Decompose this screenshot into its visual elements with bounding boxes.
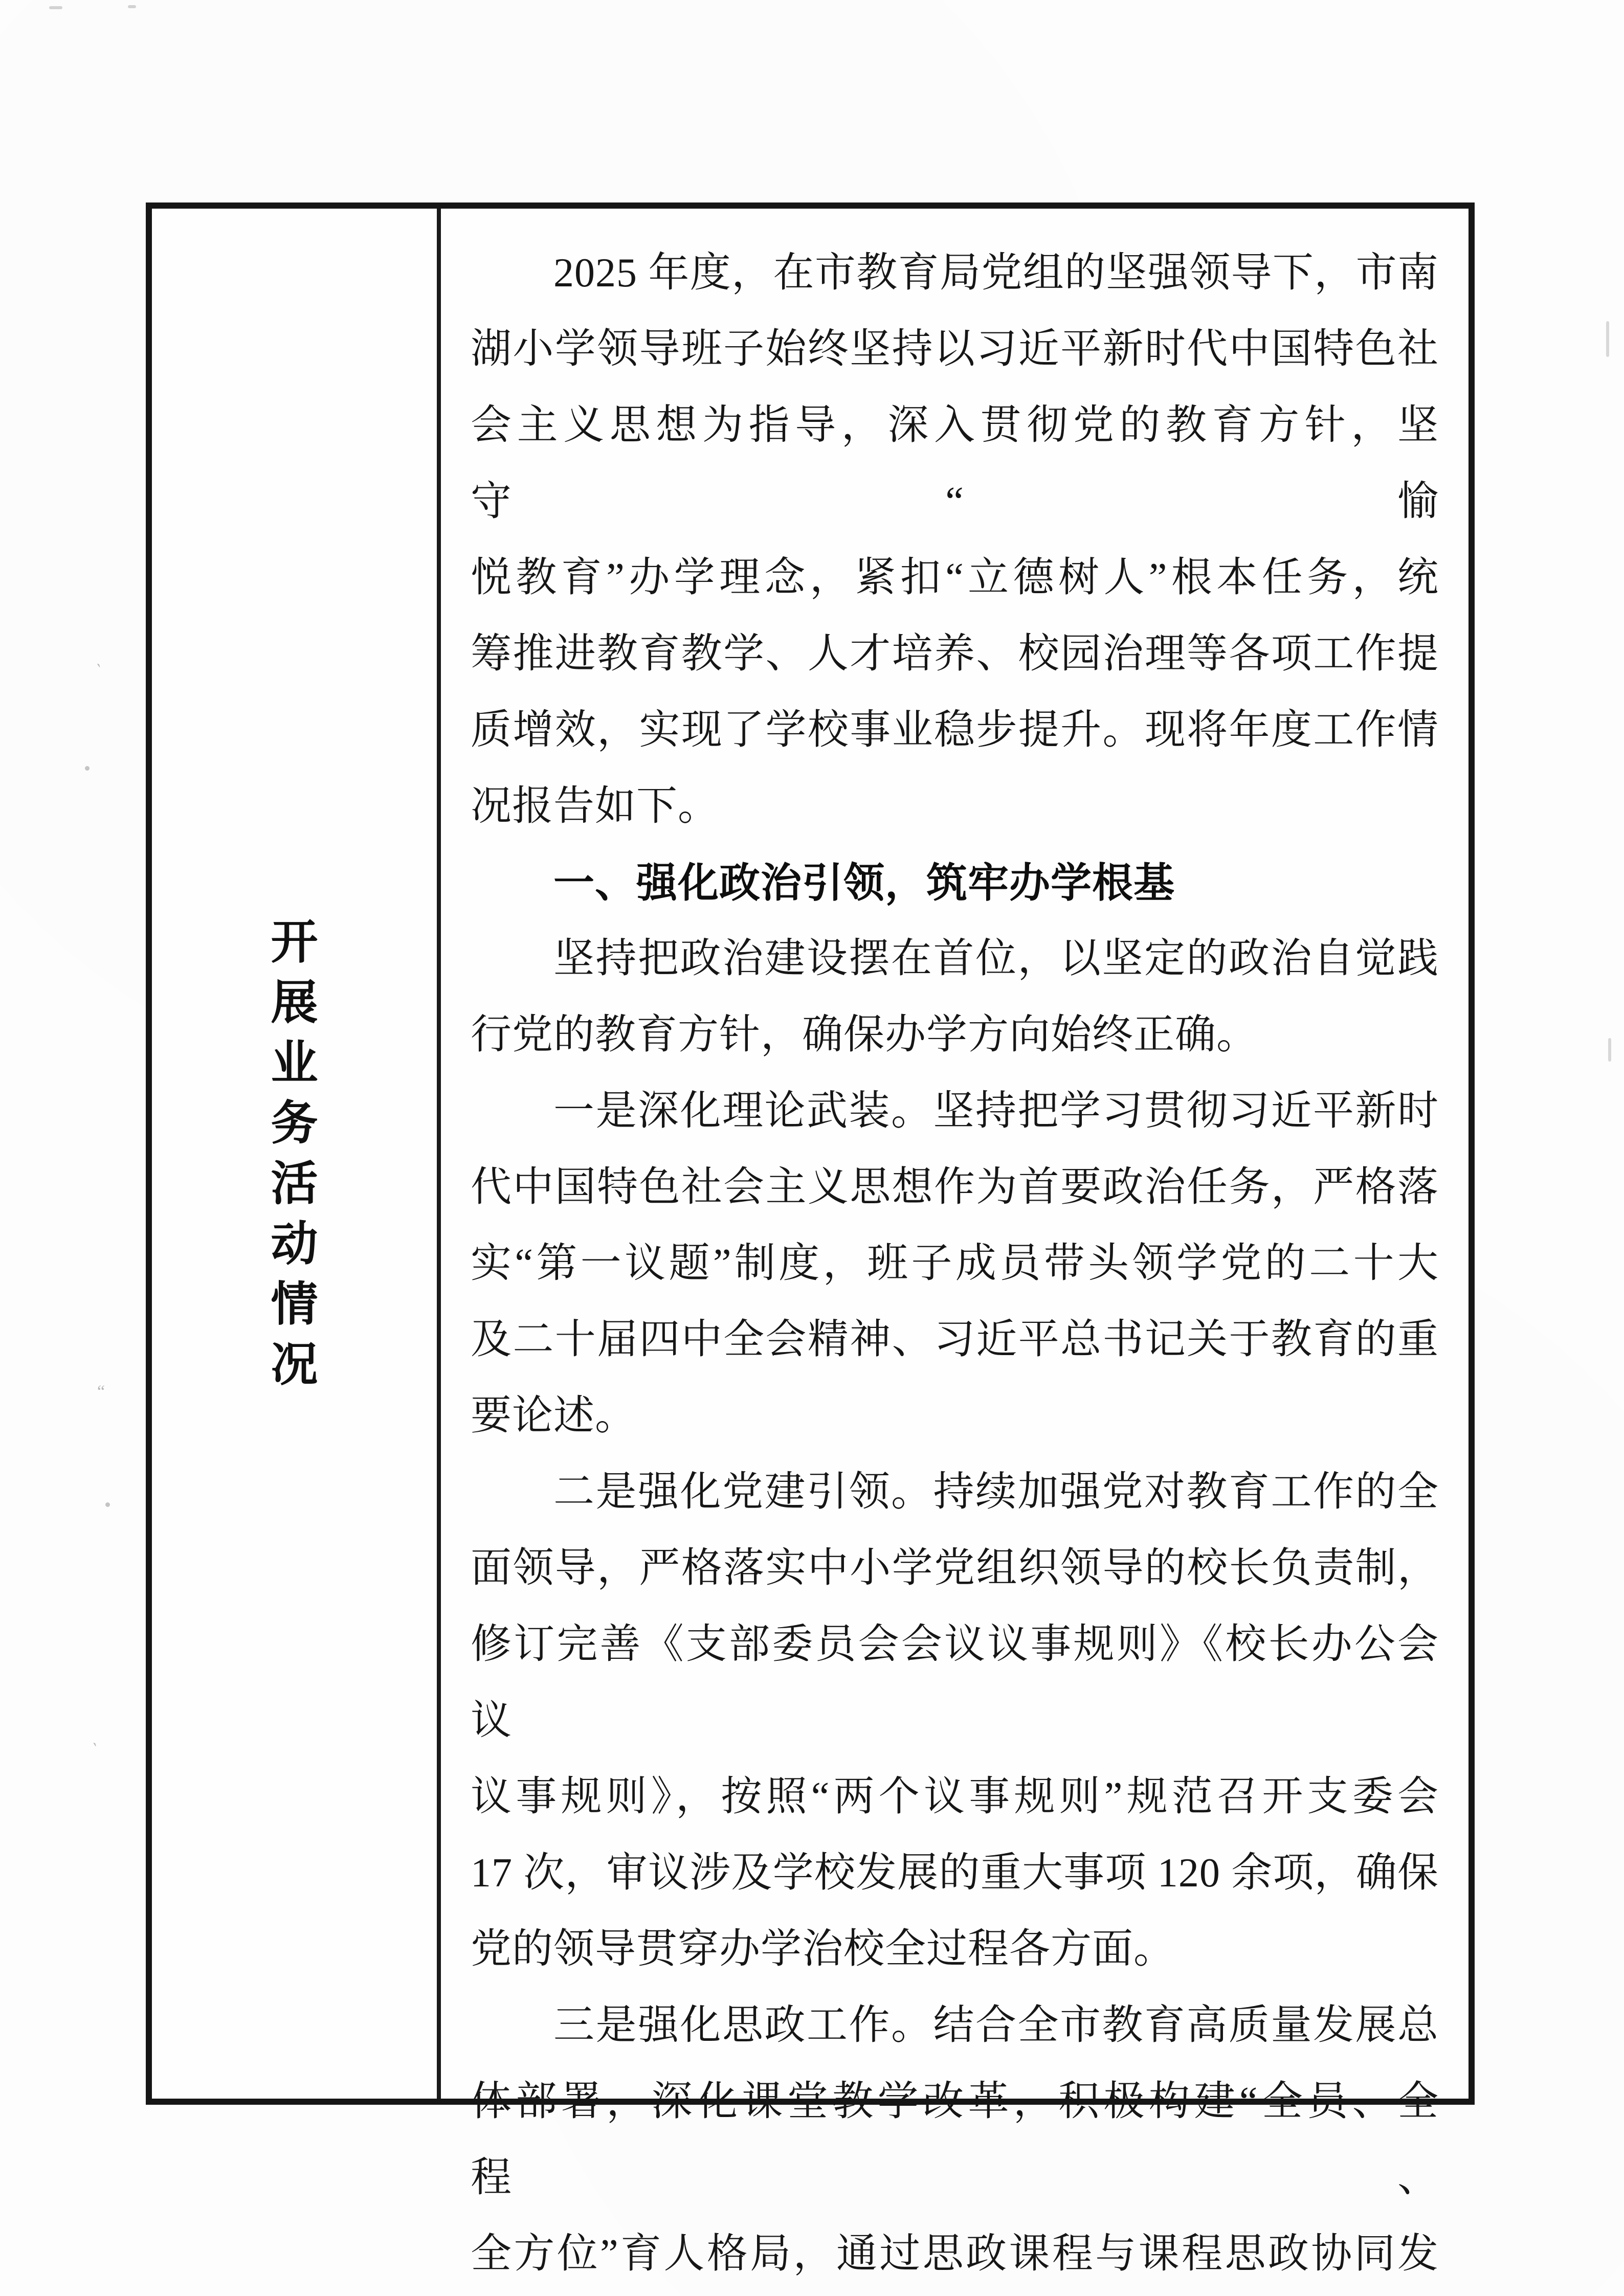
row-header-char: 业 xyxy=(271,1037,318,1089)
body-line: 代中国特色社会主义思想作为首要政治任务，严格落 xyxy=(471,1165,1439,1210)
row-header-cell xyxy=(152,209,441,2099)
body-line: 三是强化思政工作。结合全市教育高质量发展总 xyxy=(553,2003,1439,2048)
row-header-char: 务 xyxy=(271,1097,318,1150)
scan-artifact: ` xyxy=(91,661,103,681)
annual-report-table xyxy=(146,202,1475,2277)
scan-artifact xyxy=(128,5,136,8)
body-line: 行党的教育方针，确保办学方向始终正确。 xyxy=(471,1012,1258,1057)
row-header-char: 况 xyxy=(271,1339,318,1391)
row-header-char: 活 xyxy=(271,1158,318,1210)
body-line: 况报告如下。 xyxy=(471,784,719,829)
row-header-char: 情 xyxy=(271,1278,318,1331)
scan-artifact: “ xyxy=(97,1382,105,1401)
body-line: 面领导，严格落实中小学党组织领导的校长负责制， xyxy=(471,1546,1439,1591)
body-line: 议事规则》，按照“两个议事规则”规范召开支委会 xyxy=(471,1774,1439,1819)
body-line: 悦教育”办学理念，紧扣“立德树人”根本任务，统 xyxy=(471,555,1439,600)
body-line: 全方位”育人格局，通过思政课程与课程思政协同发 xyxy=(471,2232,1439,2277)
row-header-char: 开 xyxy=(271,916,318,969)
body-line: 实“第一议题”制度，班子成员带头领学党的二十大 xyxy=(471,1241,1439,1286)
scan-artifact xyxy=(49,6,62,9)
body-line: 党的领导贯穿办学治校全过程各方面。 xyxy=(471,1927,1175,1972)
scan-artifact: ` xyxy=(87,1740,99,1760)
row-header-char: 展 xyxy=(271,977,318,1029)
body-line: 质增效，实现了学校事业稳步提升。现将年度工作情 xyxy=(471,708,1439,753)
body-line: 体部署，深化课堂教学改革，积极构建“全员、全程、 xyxy=(471,2079,1439,2200)
scan-artifact xyxy=(1606,321,1609,357)
body-line: 二是强化党建引领。持续加强党对教育工作的全 xyxy=(553,1470,1439,1515)
body-line: 坚持把政治建设摆在首位，以坚定的政治自觉践 xyxy=(553,936,1439,981)
body-line: 17 次，审议涉及学校发展的重大事项 120 余项，确保 xyxy=(471,1851,1439,1896)
body-line: 一是深化理论武装。坚持把学习贯彻习近平新时 xyxy=(553,1089,1439,1134)
scan-artifact xyxy=(85,766,90,771)
section-heading: 一、强化政治引领，筑牢办学根基 xyxy=(553,860,1175,906)
body-line: 修订完善《支部委员会会议议事规则》《校长办公会议 xyxy=(471,1622,1439,1743)
body-line: 会主义思想为指导，深入贯彻党的教育方针，坚守“愉 xyxy=(471,403,1439,524)
scan-artifact xyxy=(105,1502,110,1507)
row-header-char: 动 xyxy=(271,1218,318,1270)
scan-artifact xyxy=(1608,1038,1611,1062)
body-line: 筹推进教育教学、人才培养、校园治理等各项工作提 xyxy=(471,632,1439,677)
body-line: 要论述。 xyxy=(471,1393,636,1438)
body-line: 湖小学领导班子始终坚持以习近平新时代中国特色社 xyxy=(471,327,1439,372)
report-body-cell xyxy=(441,209,1469,2277)
body-line: 及二十届四中全会精神、习近平总书记关于教育的重 xyxy=(471,1317,1439,1362)
body-line: 2025 年度，在市教育局党组的坚强领导下，市南 xyxy=(553,251,1439,296)
